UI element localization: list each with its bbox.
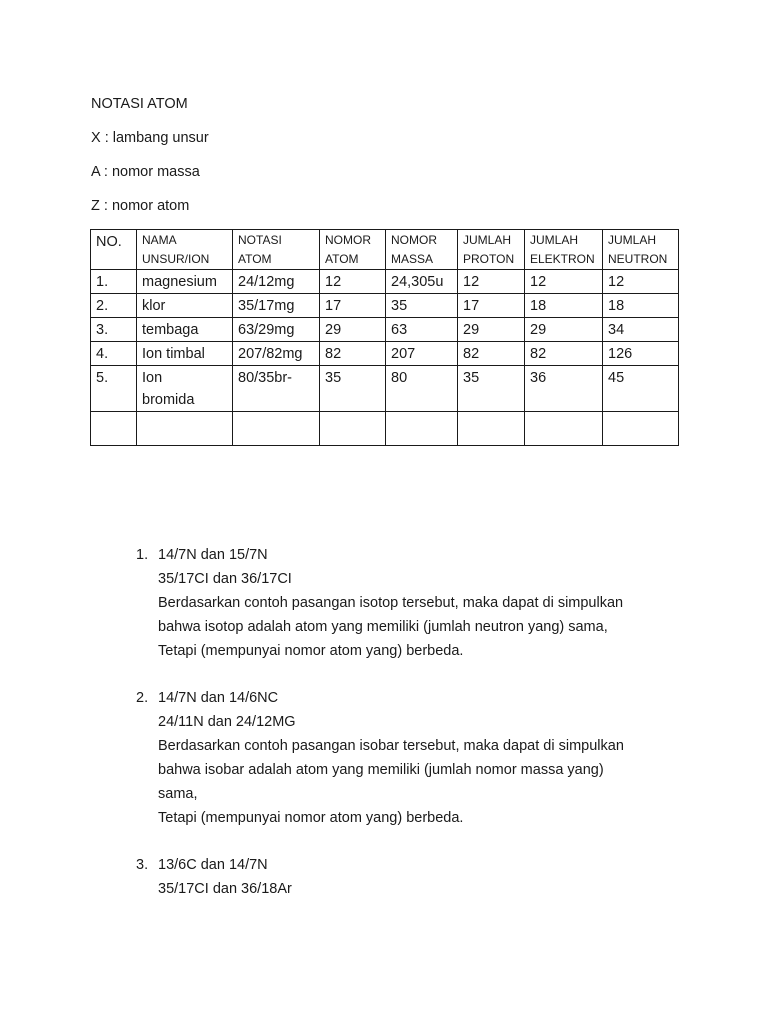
table-cell <box>458 366 525 412</box>
cell-text: Ion timbal <box>142 346 205 362</box>
table-cell <box>525 318 603 342</box>
cell-text: 29 <box>325 322 342 338</box>
cell-text: 24/12mg <box>238 274 295 290</box>
table-header-row <box>91 230 679 270</box>
table-cell <box>386 318 458 342</box>
cell-text: 12 <box>608 274 625 290</box>
answer-line: 14/7N dan 14/6NC <box>158 690 279 706</box>
column-header-text: JUMLAH <box>530 233 579 247</box>
table-cell <box>603 270 679 294</box>
table-cell <box>458 294 525 318</box>
answer-line: bahwa isobar adalah atom yang memiliki (jumlah nomor massa yang) <box>158 762 604 778</box>
table-cell <box>525 294 603 318</box>
table-row <box>91 342 679 366</box>
answer-item <box>136 543 696 663</box>
table-cell-empty <box>603 412 679 446</box>
column-header-text: JUMLAH <box>463 233 512 247</box>
table-cell <box>386 294 458 318</box>
cell-text: 36 <box>530 370 547 386</box>
atom-notation-table <box>90 229 679 446</box>
table-cell-empty <box>525 412 603 446</box>
cell-text: magnesium <box>142 274 217 290</box>
answer-line: bahwa isotop adalah atom yang memiliki (jumlah neutron yang) sama, <box>158 619 608 635</box>
cell-text: 63/29mg <box>238 322 295 338</box>
cell-text: 35 <box>463 370 480 386</box>
table-row <box>91 294 679 318</box>
table-cell <box>137 270 233 294</box>
cell-text: 29 <box>530 322 547 338</box>
column-header <box>386 230 458 270</box>
cell-text: 1. <box>96 274 109 290</box>
column-header-text: ATOM <box>238 252 272 266</box>
cell-text: 5. <box>96 370 109 386</box>
table-cell-empty <box>137 412 233 446</box>
answer-list <box>136 543 696 924</box>
cell-text: 12 <box>325 274 342 290</box>
cell-text: 45 <box>608 370 625 386</box>
answer-number: 2. <box>136 690 149 706</box>
cell-text: 80 <box>391 370 408 386</box>
column-header-text: MASSA <box>391 252 434 266</box>
table-cell <box>137 294 233 318</box>
column-header <box>233 230 320 270</box>
answer-line: Tetapi (mempunyai nomor atom yang) berbeda. <box>158 810 464 826</box>
table-cell <box>233 294 320 318</box>
column-header-text: ELEKTRON <box>530 252 595 266</box>
table-cell <box>386 342 458 366</box>
cell-text: 3. <box>96 322 109 338</box>
column-header <box>603 230 679 270</box>
cell-text: 35 <box>325 370 342 386</box>
cell-text: 17 <box>325 298 342 314</box>
column-header-text: ATOM <box>325 252 359 266</box>
table-cell <box>320 366 386 412</box>
table-cell <box>320 318 386 342</box>
table-cell <box>137 318 233 342</box>
table-cell <box>320 270 386 294</box>
answer-number: 1. <box>136 547 149 563</box>
table-cell <box>458 270 525 294</box>
table-cell <box>91 366 137 412</box>
cell-text: 126 <box>608 346 633 362</box>
cell-text: 18 <box>608 298 625 314</box>
table-cell <box>91 270 137 294</box>
table-cell <box>91 294 137 318</box>
column-header-text: NOMOR <box>391 233 437 247</box>
column-header-text: NAMA <box>142 233 177 247</box>
table-cell-empty <box>320 412 386 446</box>
table-cell <box>458 342 525 366</box>
table-row-empty <box>91 412 679 446</box>
cell-text: 29 <box>463 322 480 338</box>
answer-line: 13/6C dan 14/7N <box>158 857 268 873</box>
table-cell <box>233 366 320 412</box>
answer-line: 35/17CI dan 36/17CI <box>158 571 292 587</box>
table-cell <box>603 342 679 366</box>
cell-text: 82 <box>463 346 480 362</box>
cell-text: 80/35br- <box>238 370 293 386</box>
answer-line: sama, <box>158 786 198 802</box>
cell-text: 63 <box>391 322 408 338</box>
cell-text: 4. <box>96 346 109 362</box>
cell-text: 35/17mg <box>238 298 295 314</box>
table-cell <box>458 318 525 342</box>
answer-number: 3. <box>136 857 149 873</box>
table-cell <box>233 318 320 342</box>
legend-z: Z : nomor atom <box>91 198 190 214</box>
column-header-text: PROTON <box>463 252 515 266</box>
table-cell-empty <box>458 412 525 446</box>
answer-line: 14/7N dan 15/7N <box>158 547 268 563</box>
cell-text: 12 <box>530 274 547 290</box>
table-cell <box>320 294 386 318</box>
answer-line: 24/11N dan 24/12MG <box>158 714 296 730</box>
answer-line: 35/17CI dan 36/18Ar <box>158 881 292 897</box>
cell-text: bromida <box>142 392 195 408</box>
legend-a: A : nomor massa <box>91 164 200 180</box>
column-header <box>91 230 137 270</box>
answer-item <box>136 686 696 830</box>
column-header-text: NOTASI <box>238 233 282 247</box>
table-cell <box>137 366 233 412</box>
table-cell <box>603 366 679 412</box>
cell-text: 12 <box>463 274 480 290</box>
cell-text: tembaga <box>142 322 199 338</box>
answer-line: Berdasarkan contoh pasangan isotop tersebut, maka dapat di simpulkan <box>158 595 624 611</box>
cell-text: 35 <box>391 298 408 314</box>
column-header-text: NEUTRON <box>608 252 668 266</box>
table-cell <box>91 318 137 342</box>
table-cell <box>603 318 679 342</box>
table-cell <box>386 270 458 294</box>
cell-text: 2. <box>96 298 109 314</box>
cell-text: 207/82mg <box>238 346 303 362</box>
cell-text: 17 <box>463 298 480 314</box>
column-header <box>320 230 386 270</box>
table-row <box>91 270 679 294</box>
answer-line: Berdasarkan contoh pasangan isobar tersebut, maka dapat di simpulkan <box>158 738 624 754</box>
table-body <box>91 270 679 446</box>
table-cell <box>320 342 386 366</box>
table-cell <box>525 366 603 412</box>
cell-text: klor <box>142 298 166 314</box>
cell-text: Ion <box>142 370 163 386</box>
column-header <box>458 230 525 270</box>
table-cell <box>91 342 137 366</box>
table-cell <box>525 342 603 366</box>
cell-text: 18 <box>530 298 547 314</box>
cell-text: 34 <box>608 322 625 338</box>
column-header-text: NO. <box>96 234 122 250</box>
column-header <box>137 230 233 270</box>
table-cell-empty <box>91 412 137 446</box>
column-header <box>525 230 603 270</box>
cell-text: 82 <box>325 346 342 362</box>
table-cell <box>137 342 233 366</box>
table-cell-empty <box>386 412 458 446</box>
table-cell <box>525 270 603 294</box>
column-header-text: JUMLAH <box>608 233 657 247</box>
column-header-text: UNSUR/ION <box>142 252 210 266</box>
legend-x: X : lambang unsur <box>91 130 209 146</box>
table-row <box>91 318 679 342</box>
table-row <box>91 366 679 412</box>
cell-text: 207 <box>391 346 416 362</box>
table-cell <box>233 342 320 366</box>
table-cell <box>386 366 458 412</box>
table-cell <box>603 294 679 318</box>
table-cell <box>233 270 320 294</box>
answer-line: Tetapi (mempunyai nomor atom yang) berbeda. <box>158 643 464 659</box>
table-cell-empty <box>233 412 320 446</box>
cell-text: 24,305u <box>391 274 444 290</box>
cell-text: 82 <box>530 346 547 362</box>
column-header-text: NOMOR <box>325 233 371 247</box>
answer-item <box>136 853 696 901</box>
page-title: NOTASI ATOM <box>91 96 188 112</box>
